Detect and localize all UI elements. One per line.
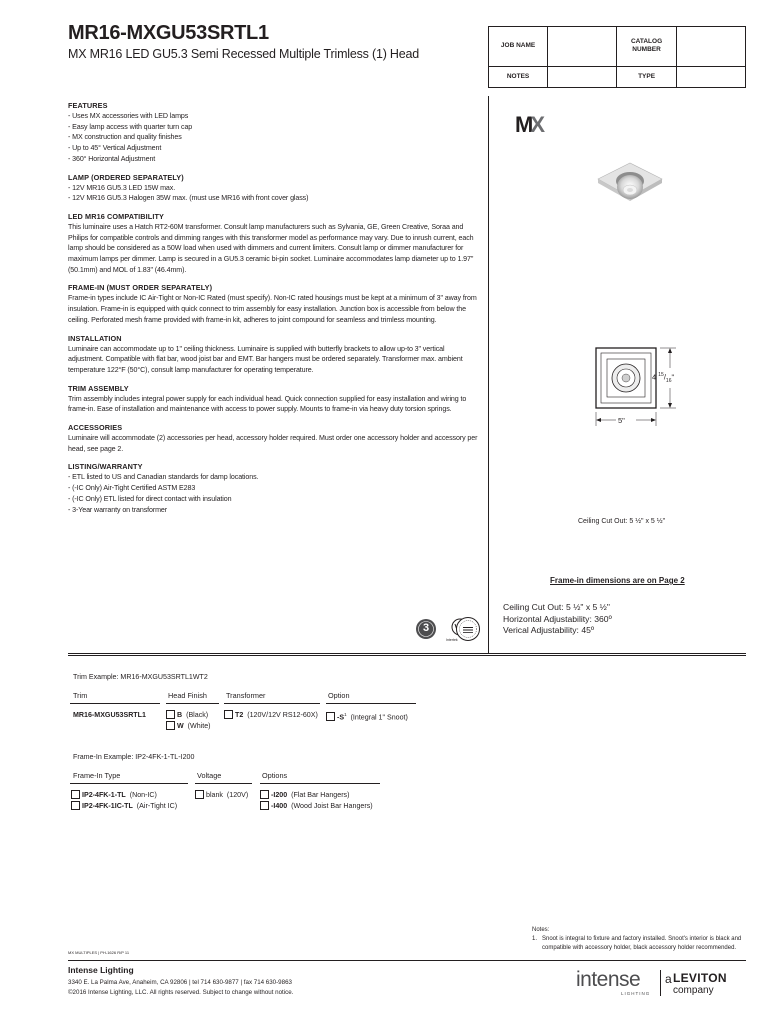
lamp-section: [68, 172, 480, 204]
trim-assembly-text: Trim assembly includes integral power supply for each individual head. Quick connection supplied for easy installation and wiring to frame-in. Ease of installation and maintenance with access to power supply. Mounts to frame-in via heavy duty torsion springs.: [68, 394, 467, 414]
frame-type-code: IP2-4FK-1IC-TL: [82, 802, 133, 810]
frame-options-column-line: [260, 783, 380, 784]
trim-assembly-title: TRIM ASSEMBLY: [68, 383, 129, 393]
transformer-header: Transformer: [226, 691, 266, 700]
note-1-num: 1.: [532, 936, 538, 942]
frame-option-desc: (Flat Bar Hangers): [291, 791, 350, 799]
option-header: Option: [328, 691, 350, 700]
spec-vertical: Verical Adjustability: 45º: [503, 625, 595, 635]
option-desc: (Integral 1" Snoot): [350, 713, 408, 722]
trim-header: Trim: [73, 691, 88, 700]
lamp-title: LAMP (ORDERED SEPARATELY): [68, 172, 184, 182]
transformer-checkbox[interactable]: [224, 710, 233, 719]
features-item: - Up to 45° Vertical Adjustment: [68, 144, 162, 153]
trim-model: MR16-MXGU53SRTL1: [73, 711, 146, 719]
frame-type-checkbox[interactable]: [71, 790, 80, 799]
product-photo: [590, 157, 670, 227]
frame-type-desc: (Non-IC): [129, 791, 157, 799]
frame-in-text: Frame-in types include IC Air-Tight or Non-IC Rated (must specify). Non-IC rated housings must be kept at a minimum of 3" away from insulation. Frame-in is equipped with quick connect to trim assembly for easy installation. Junction box is accessible from below the ceiling. Perforated mesh frame provided with frame-in kit, adheres to joint compound for seamless and trimless mounting.: [68, 294, 477, 324]
product-subtitle: MX MR16 LED GU5.3 Semi Recessed Multiple Trimless (1) Head: [68, 47, 420, 61]
listing-item: - ETL listed to US and Canadian standards for damp locations.: [68, 473, 259, 482]
dim-height-whole: 4: [652, 372, 657, 382]
frame-type-option-nonic[interactable]: [71, 790, 157, 800]
frame-type-checkbox[interactable]: [71, 801, 80, 810]
finish-checkbox[interactable]: [166, 710, 175, 719]
frame-option-checkbox[interactable]: [260, 801, 269, 810]
frame-example: Frame-In Example: IP2-4FK-1-TL-I200: [73, 753, 195, 761]
warranty-badge-number: 3: [422, 622, 430, 634]
features-item: - Uses MX accessories with LED lamps: [68, 112, 189, 120]
trim-column-line: [70, 703, 160, 704]
voltage-checkbox[interactable]: [195, 790, 204, 799]
voltage-code: blank: [206, 791, 223, 799]
installation-section: [68, 333, 480, 376]
warranty-badge-icon: [415, 618, 437, 645]
frame-option-flat-bar[interactable]: [260, 790, 349, 800]
frame-type-header: Frame-In Type: [73, 771, 121, 780]
frame-option-checkbox[interactable]: [260, 790, 269, 799]
model-number: MR16-MXGU53SRTL1: [68, 22, 269, 44]
finish-code: W: [177, 722, 184, 730]
finish-column-line: [166, 703, 219, 704]
document-code: MX MULTIPLES | PH-1626 R/P 11: [68, 950, 130, 955]
led-compat-title: LED MR16 COMPATIBILITY: [68, 211, 164, 221]
notes-label: NOTES: [489, 66, 548, 87]
accessories-text: Luminaire will accommodate (2) accessories per head, accessory holder required. Must order one accessory holder and accessory per head, see page 2.: [68, 434, 478, 453]
job-name-label: JOB NAME: [489, 27, 548, 67]
finish-desc: (White): [187, 722, 211, 730]
dim-height-num: 15: [658, 372, 664, 378]
voltage-option[interactable]: [195, 790, 248, 800]
led-compat-text: This luminaire uses a Hatch RT2-60M transformer. Consult lamp manufacturers such as Sylvania, GE, Green Creative, Soraa and Philips for compatible controls and dimming ranges with this transformer model as performance may vary. Due to inrush current, each lamp should be considered as a 50W load when used with dimmers and current limiters. Consult lamp or dimmer manufacturer for maximum lamps per dimmer. Lamp is secured in a GU5.3 ceramic bi-pin socket. Luminaire accommodates lamp diameter up to 1.97" (50.1mm) and MOL of 1.83" (46.4mm).: [68, 222, 474, 274]
features-title: FEATURES: [68, 101, 108, 110]
lamp-item: - 12V MR16 GU5.3 LED 15W max.: [68, 183, 176, 192]
address-line: 3340 E. La Palma Ave, Anaheim, CA 92806 | tel 714 630-9877 | fax 714 630-9863: [68, 979, 292, 986]
note-1-text: Snoot is integral to fixture and factory installed. Snoot's interior is black and compatible with accessory holder, black accessory holder recommended.: [542, 936, 742, 951]
installation-text: Luminaire can accommodate up to 1" ceiling thickness. Luminaire is supplied with butterfly brackets to allow up-to 3" vertical adjustment. Compatible with flat bar, wood joist bar and EMT. Bar hangers must be ordered separately. Transformer max. ambient temperature 122°F (50°C), consult lamp manufacturer for operating temperature.: [68, 344, 463, 374]
catalog-number-field[interactable]: [676, 27, 745, 67]
footnotes: [532, 926, 752, 953]
damp-location-icon: [455, 616, 481, 642]
option-code: -S: [337, 713, 345, 722]
type-field[interactable]: [676, 66, 745, 87]
section-divider-2: [68, 655, 746, 656]
column-divider: [488, 96, 489, 654]
notes-field[interactable]: [548, 66, 617, 87]
installation-title: INSTALLATION: [68, 333, 122, 343]
dimension-drawing: [580, 340, 690, 430]
transformer-code: T2: [235, 711, 244, 719]
transformer-column-line: [224, 703, 320, 704]
copyright-line: ©2016 Intense Lighting, LLC. All rights reserved. Subject to change without notice.: [68, 989, 294, 996]
company-address: [68, 978, 293, 998]
frame-option-code: -I200: [271, 791, 288, 799]
frame-type-code: IP2-4FK-1-TL: [82, 791, 126, 799]
leviton-company: company: [673, 985, 714, 996]
listing-item: - (-IC Only) Air-Tight Certified ASTM E283: [68, 484, 196, 493]
features-item: - Easy lamp access with quarter turn cap: [68, 122, 193, 131]
brand-logos: [576, 968, 748, 1004]
trim-example: Trim Example: MR16-MXGU53SRTL1WT2: [73, 673, 208, 681]
company-name: Intense Lighting: [68, 965, 134, 975]
leviton-a: a: [665, 972, 672, 986]
features-item: - 360° Horizontal Adjustment: [68, 154, 156, 163]
voltage-column-line: [195, 783, 252, 784]
features-item: - MX construction and quality finishes: [68, 133, 182, 142]
transformer-desc: (120V/12V RS12-60X): [247, 711, 318, 719]
finish-option-black[interactable]: [166, 710, 208, 720]
logo-divider: [660, 970, 661, 996]
job-name-field[interactable]: [548, 27, 617, 67]
etl-sub-label: Intertek: [446, 638, 458, 642]
intense-logo: intense: [576, 968, 641, 991]
frame-type-desc: (Air-Tight IC): [136, 802, 178, 810]
spec-text-column: [68, 100, 480, 522]
intense-logo-sub: LIGHTING: [621, 991, 651, 996]
dim-height-unit: ": [671, 372, 675, 382]
head-finish-header: Head Finish: [168, 691, 207, 700]
spec-horizontal: Horizontal Adjustability: 360º: [503, 613, 612, 624]
listing-item: - (-IC Only) ETL listed for direct contact with insulation: [68, 494, 232, 503]
lamp-item: - 12V MR16 GU5.3 Halogen 35W max. (must use MR16 with front cover glass): [68, 194, 309, 203]
catalog-number-label: CATALOG NUMBER: [617, 27, 676, 67]
mx-logo-x: X: [530, 112, 543, 137]
note-1: [532, 935, 752, 953]
finish-code: B: [177, 711, 183, 719]
option-footnote: 1: [344, 712, 347, 717]
leviton-logo: LEVITON: [673, 971, 727, 985]
cutout-label: Ceiling Cut Out: 5 ½" x 5 ½": [578, 518, 666, 525]
frame-option-desc: (Wood Joist Bar Hangers): [291, 802, 373, 810]
option-checkbox[interactable]: [326, 712, 335, 721]
dim-width-label: 5": [618, 416, 625, 425]
option-column-line: [326, 703, 416, 704]
frame-dimensions-link[interactable]: Frame-in dimensions are on Page 2: [550, 576, 685, 585]
frame-type-option-ic[interactable]: [71, 801, 177, 811]
dim-height-label: 4 $^{15}/_{16}$": [652, 372, 675, 384]
spec-cutout: Ceiling Cut Out: 5 ½" x 5 ½": [503, 602, 610, 612]
voltage-desc: (120V): [226, 791, 249, 799]
mx-logo: [515, 112, 542, 138]
accessories-title: ACCESSORIES: [68, 423, 123, 433]
voltage-header: Voltage: [197, 771, 222, 780]
mx-logo-m: M: [515, 112, 531, 137]
frame-type-column-line: [70, 783, 188, 784]
footer-rule: [68, 960, 746, 961]
frame-in-section: [68, 282, 480, 325]
features-section: [68, 100, 480, 165]
frame-options-header: Options: [262, 771, 288, 780]
frame-option-code: -I400: [271, 802, 288, 810]
notes-title: Notes:: [532, 927, 550, 933]
dim-height-den: 16: [665, 378, 672, 384]
snoot-option[interactable]: [326, 710, 408, 722]
finish-checkbox[interactable]: [166, 721, 175, 730]
spec-summary: [503, 602, 612, 637]
type-label: TYPE: [617, 66, 676, 87]
section-divider: [68, 653, 746, 654]
led-compat-section: [68, 211, 480, 276]
finish-option-white[interactable]: [166, 721, 211, 731]
job-info-table: [488, 26, 746, 88]
transformer-option[interactable]: [224, 710, 318, 720]
finish-desc: (Black): [186, 711, 209, 719]
trim-assembly-section: [68, 383, 480, 415]
frame-in-title: FRAME-IN (MUST ORDER SEPARATELY): [68, 283, 213, 293]
accessories-section: [68, 422, 480, 454]
listing-title: LISTING/WARRANTY: [68, 462, 143, 472]
listing-item: - 3-Year warranty on transformer: [68, 505, 168, 514]
frame-option-wood-joist[interactable]: [260, 801, 373, 811]
listing-section: [68, 461, 480, 515]
